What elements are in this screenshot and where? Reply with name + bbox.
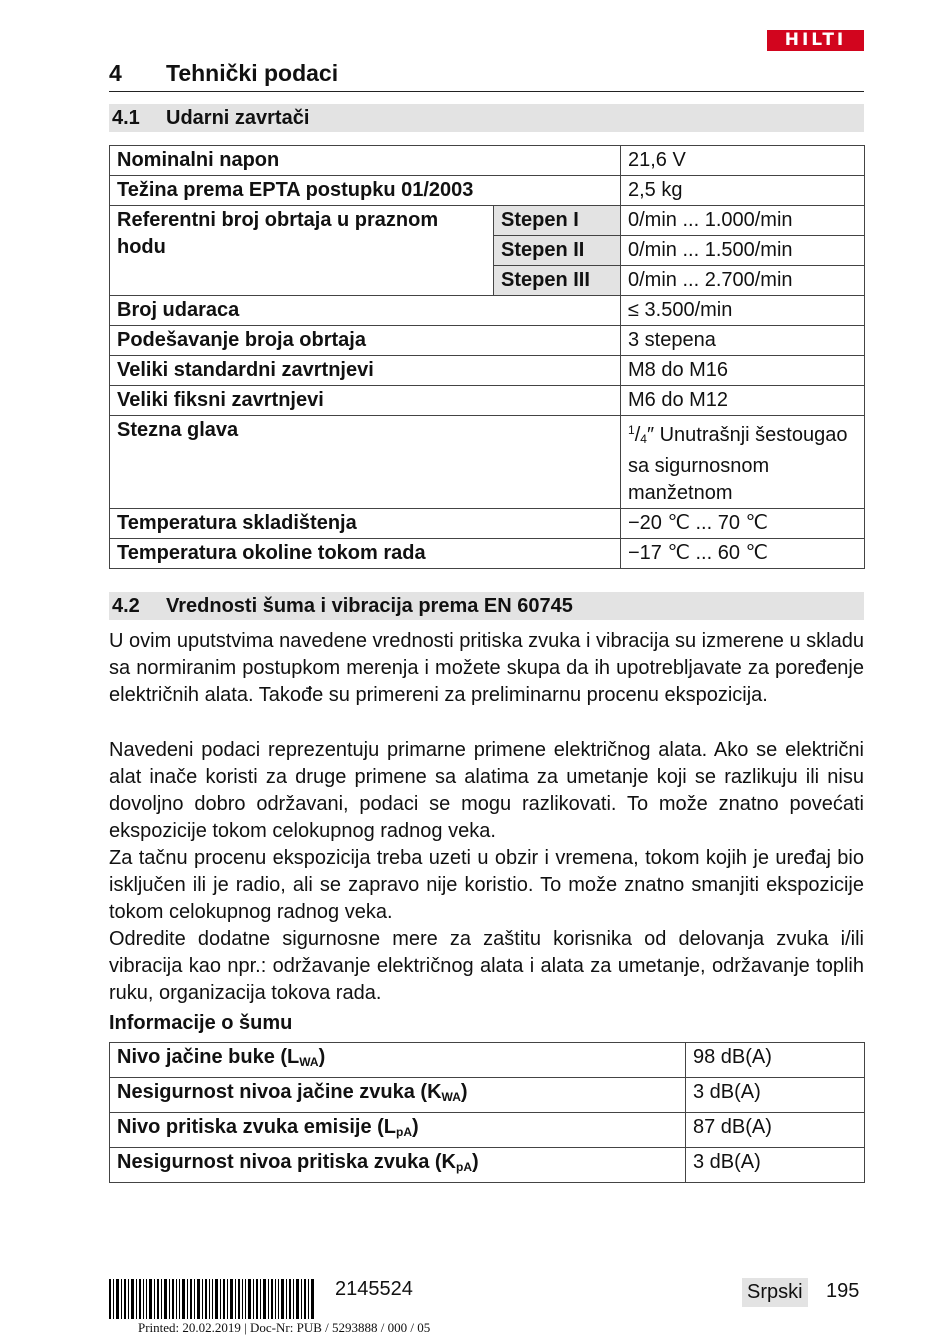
hilti-logo: HILTI [767, 30, 864, 51]
section-number: 4.1 [112, 107, 140, 129]
spec-value: M6 do M12 [621, 386, 865, 416]
noise-label: Nesigurnost nivoa jačine zvuka $(K_{WA})$ [110, 1078, 686, 1113]
spec-value: −17 ℃ ... 60 ℃ [621, 539, 865, 569]
document-number: 2145524 [335, 1278, 413, 1300]
spec-value: M8 do M16 [621, 356, 865, 386]
noise-value: 3 dB(A) [686, 1078, 865, 1113]
noise-value: 87 dB(A) [686, 1113, 865, 1148]
table-row [110, 539, 865, 569]
section-number: 4.2 [112, 595, 140, 617]
table-row [110, 1078, 865, 1113]
paragraph: Za tačnu procenu ekspozicija treba uzeti u obzir i vremena, tokom kojih je uređaj bio isključen ili je radio, ali se zapravo nije koristio. To može znatno smanjiti ekspozicije tokom celokupnog radnog veka. [109, 847, 864, 923]
language-label: Srpski [742, 1278, 808, 1307]
noise-label: Nivo jačine buke $(L_{WA})$ [110, 1043, 686, 1078]
table-row [110, 416, 865, 509]
printed-info: Printed: 20.02.2019 | Doc-Nr: PUB / 5293888 / 000 / 05 [138, 1320, 431, 1335]
spec-value: −20 ℃ ... 70 ℃ [621, 509, 865, 539]
specs-table [109, 145, 865, 569]
spec-label: Referentni broj obrtaja u praznom hodu [110, 206, 494, 296]
spec-value: 21,6 V [621, 146, 865, 176]
noise-value: 98 dB(A) [686, 1043, 865, 1078]
paragraph: Navedeni podaci reprezentuju primarne primene električnog alata. Ako se električni alat inače koristi za druge primene sa alatima za umetanje koji se razlikuju ili nisu dovoljno dobro održavani, podaci se mogu razlikovati. To može znatno povećati ekspozicije tokom celokupnog radnog veka. [109, 739, 864, 842]
table-row [110, 206, 865, 236]
spec-label: Težina prema EPTA postupku 01/2003 [110, 176, 621, 206]
table-row [110, 176, 865, 206]
spec-label: Podešavanje broja obrtaja [110, 326, 621, 356]
chapter-heading [109, 58, 864, 92]
spec-label: Temperatura skladištenja [110, 509, 621, 539]
spec-value: 3 stepena [621, 326, 865, 356]
noise-label: Nesigurnost nivoa pritiska zvuka $(K_{pA})$ [110, 1148, 686, 1183]
section-title: Udarni zavrtači [166, 107, 310, 129]
spec-label: Broj udaraca [110, 296, 621, 326]
table-row [110, 1113, 865, 1148]
section-heading-4-1 [109, 104, 864, 132]
spec-value: $^1/_4''$ Unutrašnji šestougao sa sigurnosnom manžetnom [621, 416, 865, 509]
barcode-icon [109, 1279, 315, 1319]
spec-value: 0/min ... 2.700/min [621, 266, 865, 296]
fraction: $^1/_4$ [628, 423, 647, 446]
stage-label: Stepen I [494, 206, 621, 236]
spec-label: Stezna glava [110, 416, 621, 509]
table-row [110, 356, 865, 386]
noise-heading: Informacije o šumu [109, 1012, 293, 1034]
table-row [110, 509, 865, 539]
spec-label: Veliki standardni zavrtnjevi [110, 356, 621, 386]
chapter-title: Tehnički podaci [166, 60, 339, 86]
noise-label: Nivo pritiska zvuka emisije $(L_{pA})$ [110, 1113, 686, 1148]
noise-value: 3 dB(A) [686, 1148, 865, 1183]
page-number: 195 [826, 1280, 860, 1302]
table-row [110, 1043, 865, 1078]
spec-value: 2,5 kg [621, 176, 865, 206]
stage-label: Stepen III [494, 266, 621, 296]
noise-table [109, 1042, 865, 1183]
spec-value: 0/min ... 1.000/min [621, 206, 865, 236]
stage-label: Stepen II [494, 236, 621, 266]
spec-label: Temperatura okoline tokom rada [110, 539, 621, 569]
table-row [110, 326, 865, 356]
section-title: Vrednosti šuma i vibracija prema EN 60745 [166, 595, 573, 617]
spec-value: 0/min ... 1.500/min [621, 236, 865, 266]
table-row [110, 1148, 865, 1183]
spec-value: ≤ 3.500/min [621, 296, 865, 326]
section-heading-4-2 [109, 592, 864, 620]
table-row [110, 296, 865, 326]
table-row [110, 146, 865, 176]
table-row [110, 386, 865, 416]
spec-label: Nominalni napon [110, 146, 621, 176]
paragraph: U ovim uputstvima navedene vrednosti pritiska zvuka i vibracija su izmerene u skladu sa normiranim postupkom merenja i možete skupa da ih upotrebljavate za poređenje električnih alata. Takođe su primereni za preliminarnu procenu ekspozicija. [109, 630, 864, 706]
chapter-number: 4 [109, 60, 122, 86]
spec-label: Veliki fiksni zavrtnjevi [110, 386, 621, 416]
paragraph: Odredite dodatne sigurnosne mere za zaštitu korisnika od delovanja zvuka i/ili vibracija kao npr.: održavanje električnog alata i alata za umetanje, održavanje toplih ruku, organizacija tokova rada. [109, 928, 864, 1004]
